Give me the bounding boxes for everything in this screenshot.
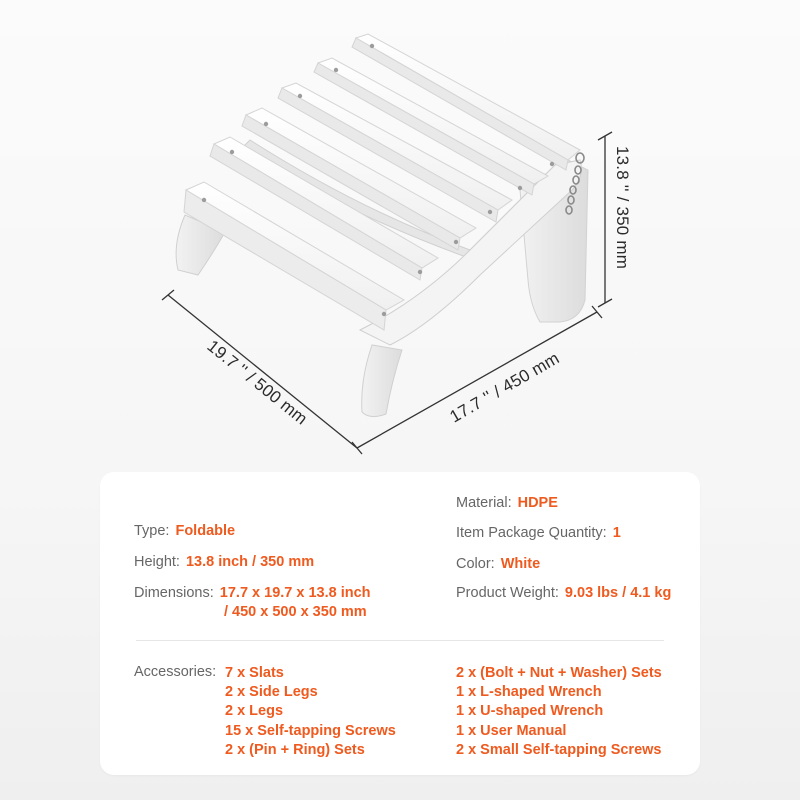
height-label: 13.8 '' / 350 mm xyxy=(613,146,632,270)
width-label: 19.7 '' / 500 mm xyxy=(203,336,312,429)
accessories-list-left xyxy=(225,664,396,760)
slats xyxy=(184,34,580,330)
width-dimension xyxy=(162,290,357,448)
height-dimension xyxy=(598,132,612,307)
list-item: 15 x Self-tapping Screws xyxy=(225,722,396,739)
divider xyxy=(136,640,664,641)
list-item: 2 x Side Legs xyxy=(225,684,318,701)
spec-color: Color: White xyxy=(456,556,541,572)
list-item: 2 x (Pin + Ring) Sets xyxy=(225,741,365,758)
spec-dimensions-metric: / 450 x 500 x 350 mm xyxy=(224,604,367,620)
list-item: 2 x (Bolt + Nut + Washer) Sets xyxy=(456,665,662,681)
spec-weight: Product Weight: 9.03 lbs / 4.1 kg xyxy=(456,585,672,601)
accessories-label: Accessories: xyxy=(134,664,217,680)
list-item: 1 x L-shaped Wrench xyxy=(456,684,602,701)
spec-package-quantity: Item Package Quantity: 1 xyxy=(456,525,621,541)
specs-card xyxy=(100,472,700,775)
length-label: 17.7 '' / 450 mm xyxy=(446,348,563,427)
spec-type: Type: Foldable xyxy=(134,523,236,539)
list-item: 1 x User Manual xyxy=(456,722,567,739)
list-item: 1 x U-shaped Wrench xyxy=(456,703,604,720)
spec-height: Height: 13.8 inch / 350 mm xyxy=(134,554,315,570)
spec-material: Material: HDPE xyxy=(456,495,558,511)
accessories-list-right xyxy=(456,664,662,760)
list-item: 2 x Legs xyxy=(225,703,284,720)
list-item: 2 x Small Self-tapping Screws xyxy=(456,741,662,758)
list-item: 7 x Slats xyxy=(225,665,284,681)
front-leg-near xyxy=(362,345,402,417)
spec-dimensions: Dimensions: 17.7 x 19.7 x 13.8 inch xyxy=(134,585,371,601)
